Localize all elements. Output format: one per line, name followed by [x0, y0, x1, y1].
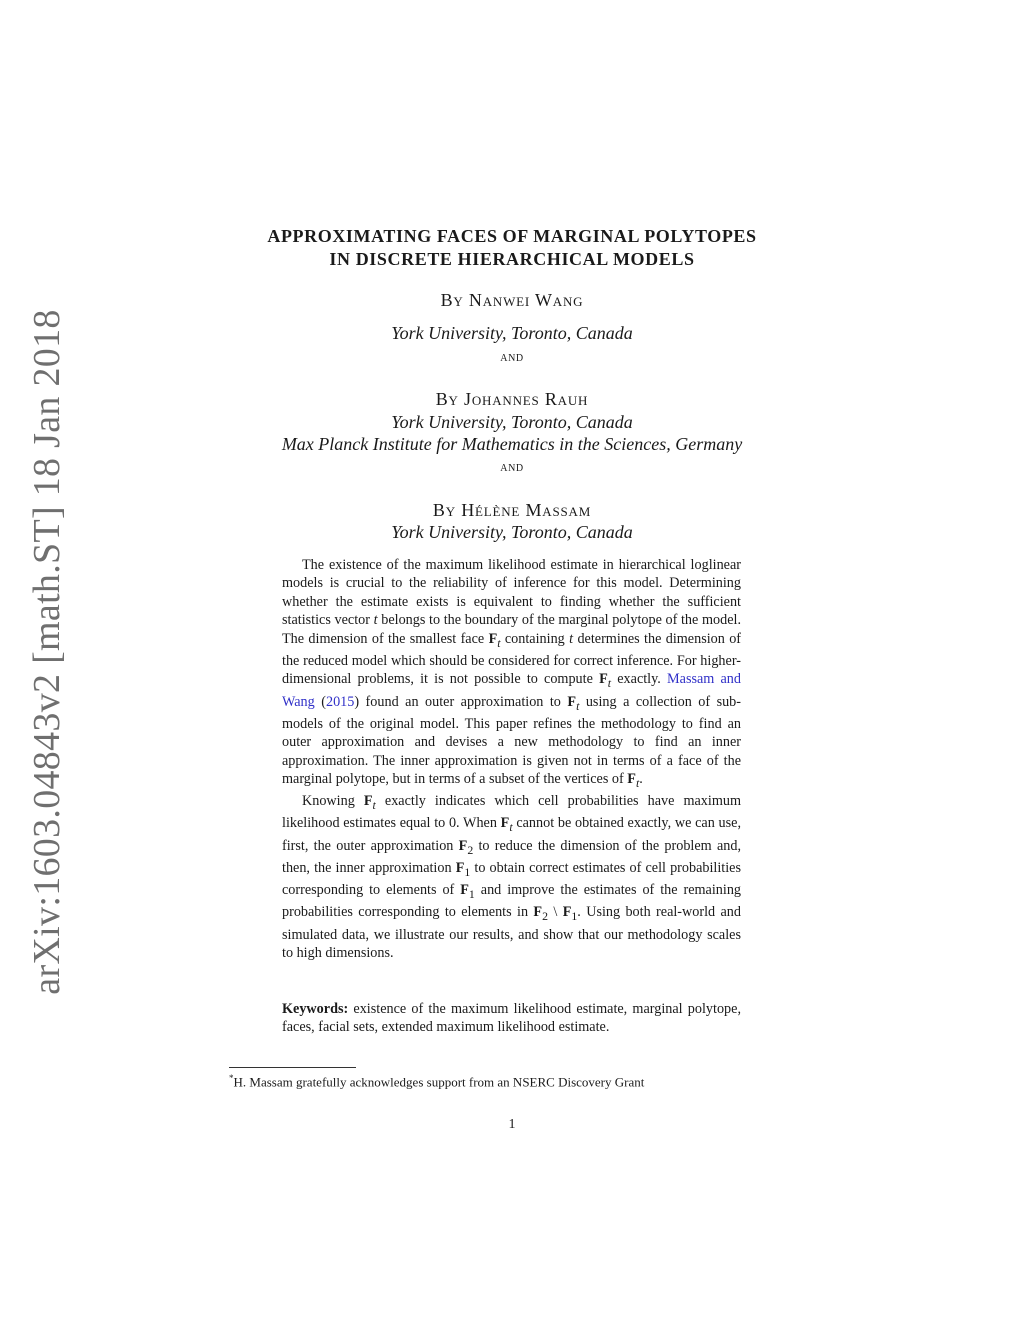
- math-F: F: [500, 815, 510, 832]
- footnote-mark: *: [229, 1073, 234, 1083]
- math-F: F: [567, 693, 577, 710]
- author-3-affiliation: York University, Toronto, Canada: [391, 522, 633, 542]
- paper-title-line-1: APPROXIMATING FACES OF MARGINAL POLYTOPES: [267, 226, 757, 246]
- abstract-text: .: [639, 770, 643, 787]
- math-subscript-t: t: [497, 635, 501, 650]
- abstract-text: to reduce the dimension of the problem and, then, the inner approximation: [282, 837, 741, 876]
- author-3-byline: By Hélène Massam: [432, 500, 592, 520]
- abstract-text: exactly.: [611, 671, 668, 688]
- author-2-affiliation-2: Max Planck Institute for Mathematics in the Sciences, Germany: [281, 434, 743, 454]
- abstract-text: . Using both real-world and simulated data, we illustrate our results, and show that our methodology scales to high dimensions.: [282, 904, 741, 961]
- abstract-paragraph-1: The existence of the maximum likelihood estimate in hierarchical loglinear models is crucial to the reliability of inference for this model. Determining whether the estimate exists is equivalent to finding whether the sufficient statistics vector t belongs to the boundary of the marginal polytope of the model. The dimension of the smallest face $F_t$ containing t determines the dimension of the reduced model which should be considered for correct inference. For higher-dimensional problems, it is not possible to compute $F_t$ exactly. Massam and Wang (2015) found an outer approximation to $F_t$ using a collection of sub-models of the original model. This paper refines the methodology to find an outer approximation and devises a new methodology to find an inner approximation. The inner approximation is given not in terms of a face of the marginal polytope, but in terms of a subset of the vertices of $F_t$.: [282, 557, 742, 790]
- abstract-text: found an outer approximation to: [359, 693, 568, 710]
- citation-link-authors[interactable]: Massam and Wang: [282, 671, 741, 710]
- math-subscript-1: 1: [571, 909, 578, 924]
- math-F: F: [363, 793, 373, 810]
- abstract: [282, 556, 741, 962]
- abstract-text: Knowing: [302, 793, 364, 810]
- abstract-text: and improve the estimates of the remaining probabilities corresponding to elements in: [282, 882, 742, 921]
- keywords: [282, 1000, 741, 1037]
- math-subscript-2: 2: [467, 842, 474, 857]
- paper-title-line-2: IN DISCRETE HIERARCHICAL MODELS: [329, 249, 695, 269]
- math-F1: F: [455, 859, 465, 876]
- math-setminus: \: [548, 904, 563, 921]
- math-F2: F: [533, 904, 543, 921]
- citation-link-year[interactable]: 2015: [325, 693, 355, 710]
- paper-title: [0, 225, 1024, 271]
- math-subscript-t: t: [509, 820, 513, 835]
- math-t: t: [569, 630, 574, 647]
- keywords-text: existence of the maximum likelihood estimate, marginal polytope, faces, facial sets, extended maximum likelihood estimate.: [282, 1001, 741, 1036]
- math-F: F: [488, 630, 498, 647]
- and-separator-1: and: [500, 350, 524, 365]
- author-1-affiliation: York University, Toronto, Canada: [391, 323, 633, 343]
- keywords-label: Keywords:: [282, 1001, 349, 1017]
- abstract-text: cannot be obtained exactly, we can use, first, the outer approximation: [282, 815, 741, 854]
- math-subscript-t: t: [372, 798, 376, 813]
- abstract-text: to obtain correct estimates of cell probabilities corresponding to elements of: [282, 859, 742, 899]
- abstract-text: belongs to the boundary of the marginal polytope of the model. The dimension of the smallest face: [282, 612, 741, 647]
- math-subscript-1: 1: [464, 864, 471, 879]
- arxiv-identifier-stamp: arXiv:1603.04843v2 [math.ST] 18 Jan 2018: [26, 309, 68, 995]
- math-F: F: [599, 671, 608, 688]
- author-2-affiliation-1: York University, Toronto, Canada: [391, 412, 633, 432]
- math-F1: F: [562, 904, 572, 921]
- math-t: t: [373, 612, 378, 629]
- math-subscript-t: t: [576, 698, 580, 713]
- footnote: [229, 1073, 644, 1090]
- abstract-text: The existence of the maximum likelihood estimate in hierarchical loglinear models is crucial to the reliability of inference for this model. Determining whether the estimate exists is equivalent to finding whether the sufficient statistics vector: [282, 557, 741, 629]
- math-subscript-2: 2: [542, 909, 549, 924]
- math-subscript-1: 1: [468, 886, 475, 901]
- math-F2: F: [458, 837, 468, 854]
- abstract-paragraph-2: [282, 792, 741, 962]
- author-1-byline: By Nanwei Wang: [440, 290, 584, 310]
- abstract-text: exactly indicates which cell probabilities have maximum likelihood estimates equal to 0. When: [282, 793, 742, 832]
- abstract-text: determines the dimension of the reduced model which should be considered for correct inference. For higher-dimensional problems, it is not possible to compute: [282, 630, 742, 688]
- page-number: 1: [508, 1117, 516, 1132]
- and-separator-2: and: [500, 460, 524, 475]
- math-subscript-t: t: [607, 676, 612, 691]
- math-F1: F: [460, 882, 469, 899]
- author-2-byline: By Johannes Rauh: [435, 389, 589, 409]
- footnote-text: H. Massam gratefully acknowledges support from an NSERC Discovery Grant: [233, 1074, 645, 1090]
- abstract-text: containing: [500, 630, 570, 647]
- math-subscript-t: t: [635, 775, 640, 790]
- math-F: F: [627, 770, 636, 787]
- footnote-rule: [229, 1067, 356, 1068]
- abstract-text: using a collection of sub-models of the original model. This paper refines the methodology to find an outer approximation and devises a new methodology to find an inner approximation. The inner approximation is given not in terms of a face of the marginal polytope, but in terms of a subset of the vertices of: [282, 693, 742, 787]
